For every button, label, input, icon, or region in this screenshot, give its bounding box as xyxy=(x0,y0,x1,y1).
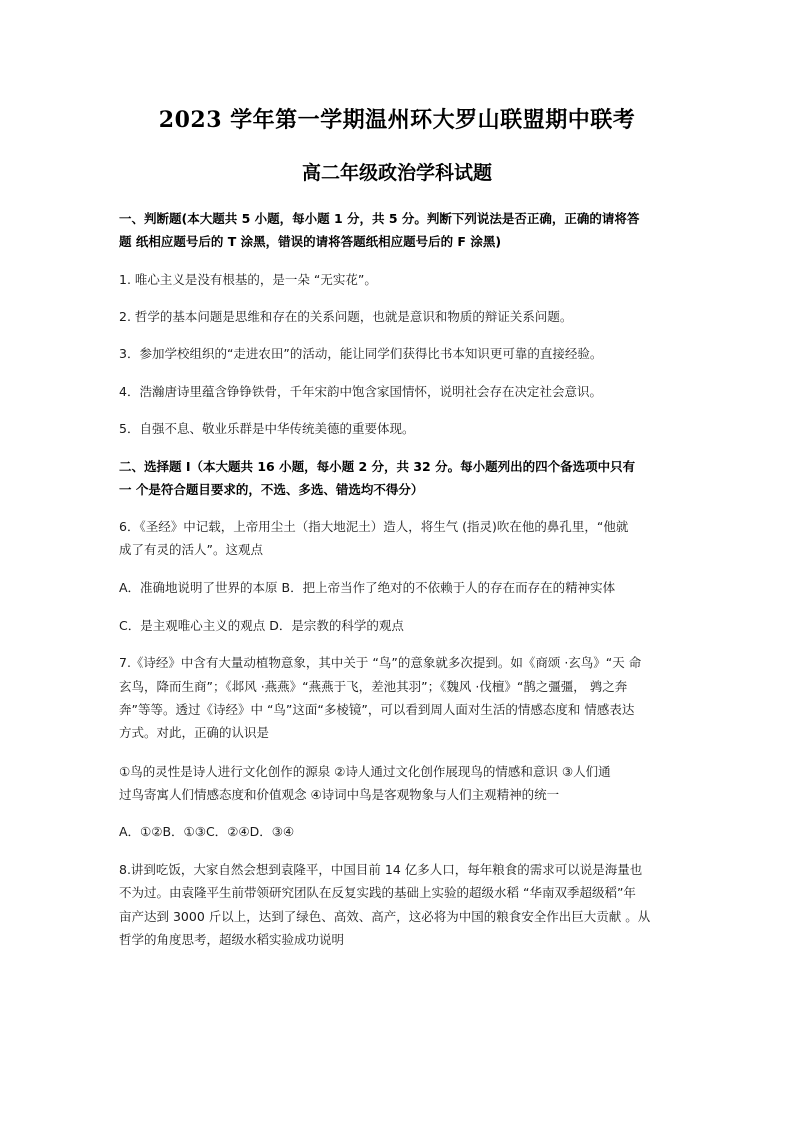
question-6-options-cd: C．是主观唯心主义的观点 D．是宗教的科学的观点 xyxy=(119,618,404,633)
question-4: 4．浩瀚唐诗里蕴含铮铮铁骨，千年宋韵中饱含家国情怀，说明社会存在决定社会意识。 xyxy=(119,384,602,399)
section1-heading-line2: 题 纸相应题号后的 T 涂黑，错误的请将答题纸相应题号后的 F 涂黑) xyxy=(119,234,502,249)
question-8-line3: 亩产达到 3000 斤以上，达到了绿色、高效、高产，这必将为中国的粮食安全作出巨大贡献 。从 xyxy=(119,909,651,924)
question-7-line1: 7.《诗经》中含有大量动植物意象，其中关于 “鸟”的意象就多次提到。如《商颂 ·玄鸟》“天 命 xyxy=(119,655,642,670)
question-7-options: A．①②B．①③C．②④D．③④ xyxy=(119,824,295,839)
section1-heading-line1: 一、判断题(本大题共 5 小题，每小题 1 分，共 5 分。判断下列说法是否正确，正确的请将答 xyxy=(119,211,640,226)
section2-heading-line1: 二、选择题 I（本大题共 16 小题，每小题 2 分，共 32 分。每小题列出的四个备选项中只有 xyxy=(119,459,636,474)
question-6-line1: 6．《圣经》中记载，上帝用尘土（指大地泥土）造人，将生气 (指灵)吹在他的鼻孔里，“他就 xyxy=(119,519,629,534)
exam-subtitle: 高二年级政治学科试题 xyxy=(301,162,492,184)
question-7-line2: 玄鸟，降而生商”；《邶风 ·燕燕》“燕燕于飞，差池其羽”；《魏风 ·伐檀》“鹊之彊彊， 鹑之奔 xyxy=(119,679,628,694)
question-3: 3．参加学校组织的“走进农田”的活动，能让同学们获得比书本知识更可靠的直接经验。 xyxy=(119,346,603,361)
exam-title: 2023 学年第一学期温州环大罗山联盟期中联考 xyxy=(158,107,636,133)
question-1: 1. 唯心主义是没有根基的，是一朵 “无实花”。 xyxy=(119,272,377,287)
question-7-statements-line1: ①鸟的灵性是诗人进行文化创作的源泉 ②诗人通过文化创作展现鸟的情感和意识 ③人们通 xyxy=(119,764,611,779)
question-7-statements-line2: 过鸟寄寓人们情感态度和价值观念 ④诗词中鸟是客观物象与人们主观精神的统一 xyxy=(119,787,560,802)
question-5: 5．自强不息、敬业乐群是中华传统美德的重要体现。 xyxy=(119,421,415,436)
question-6-line2: 成了有灵的活人”。这观点 xyxy=(119,542,263,557)
question-6-options-ab: A．准确地说明了世界的本原 B．把上帝当作了绝对的不依赖于人的存在而存在的精神实体 xyxy=(119,580,616,595)
question-8-line2: 不为过。由袁隆平生前带领研究团队在反复实践的基础上实验的超级水稻 “华南双季超级稻”年 xyxy=(119,885,636,900)
question-8-line4: 哲学的角度思考，超级水稻实验成功说明 xyxy=(119,932,345,947)
question-8-line1: 8.讲到吃饭，大家自然会想到袁隆平，中国目前 14 亿多人口，每年粮食的需求可以说是海量也 xyxy=(119,862,643,877)
section2-heading-line2: 一 个是符合题目要求的，不选、多选、错选均不得分） xyxy=(119,482,424,497)
question-2: 2. 哲学的基本问题是思维和存在的关系问题，也就是意识和物质的辩证关系问题。 xyxy=(119,309,573,324)
question-7-line3: 奔”等等。透过《诗经》中 “鸟”这面“多棱镜”，可以看到周人面对生活的情感态度和 情感表达 xyxy=(119,702,635,717)
question-7-line4: 方式。对此，正确的认识是 xyxy=(119,725,270,740)
